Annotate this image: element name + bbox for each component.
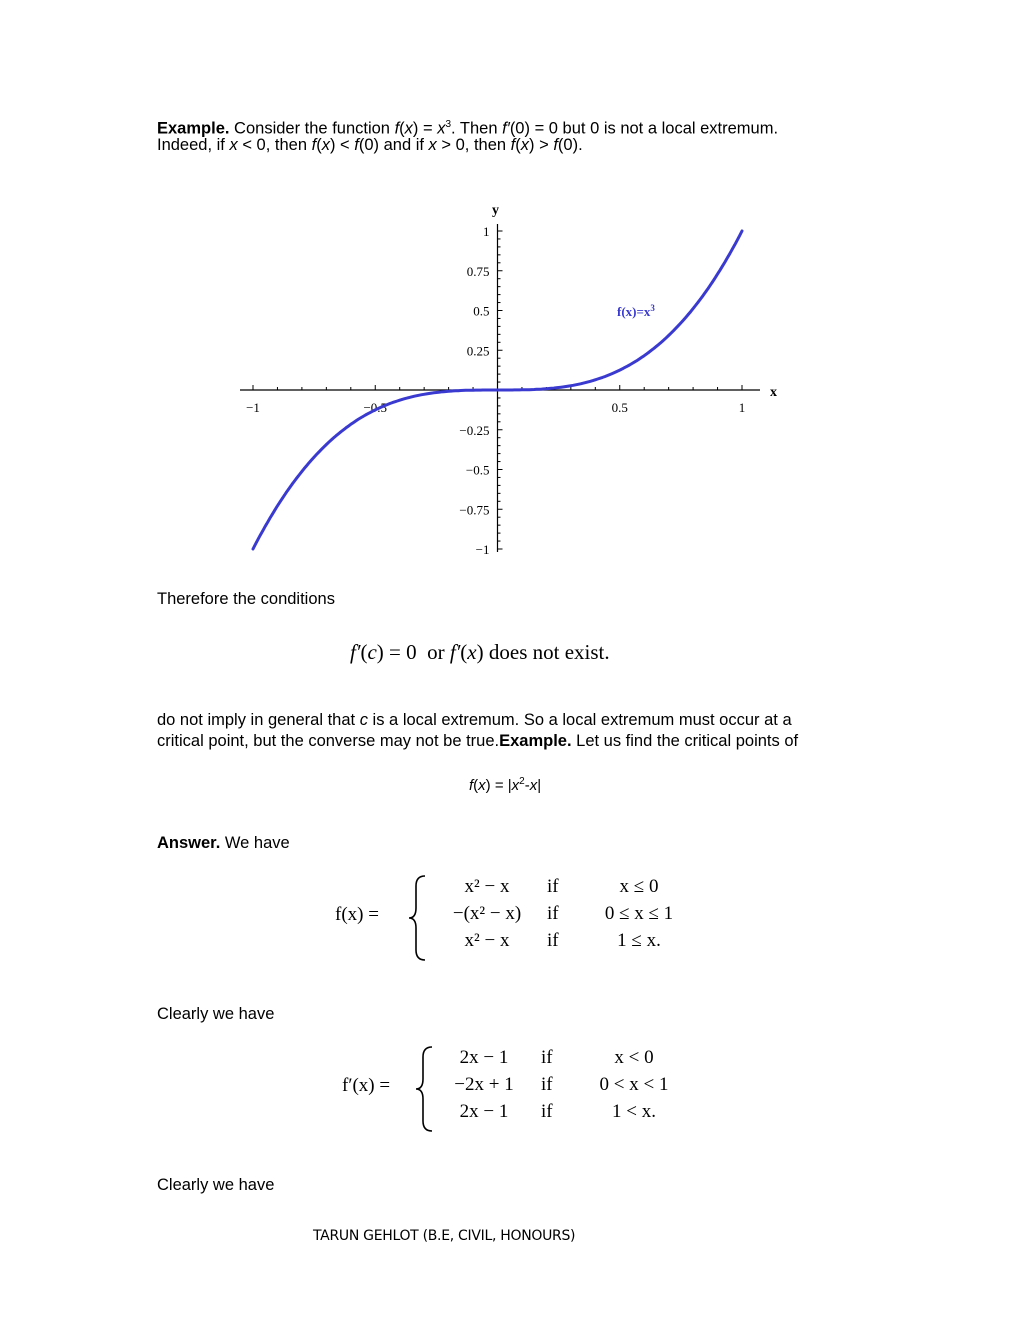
text-span: x [520,136,529,154]
exponent: 3 [445,119,452,130]
eq-x: x [467,640,477,664]
paragraph-line-1 [157,710,792,731]
text-span: Let us find the critical points of [571,732,799,750]
text-span: f [311,136,317,154]
piece1-expr-3: x² − x [464,930,510,951]
text-span: ) = [412,119,438,138]
chart-axes [240,224,760,552]
x-tick-label: 1 [738,400,746,415]
text-span: is a local extremum. So a local extremum must occur at a [367,711,792,729]
x-axis-label: x [770,385,777,400]
text-span: > 0, then [436,136,511,154]
text-span: < 0, then [237,136,312,154]
text-span: f [510,136,516,154]
text-span: f [394,119,400,138]
piecewise-fprime [340,1043,690,1133]
text-span: (0) = 0 but 0 is not a local extremum. [509,119,779,138]
text-span: Indeed, if [157,136,230,154]
cubic-function-chart [0,0,1024,600]
text-span: x [404,119,413,138]
y-tick-label: 0.25 [466,343,490,359]
text-span: ) < [329,136,355,154]
eq-part: - [524,777,530,794]
x-tick-label: −0.5 [363,400,388,415]
text-span: f [354,136,359,154]
y-tick-label: 0.75 [466,263,490,279]
piecewise-f [333,872,693,962]
text-span: f′ [502,119,510,138]
eq-or: or [427,640,445,664]
text-span: (0) and if [358,136,429,154]
paragraph-conditions: Therefore the conditions [157,590,335,608]
y-tick-label: 1 [483,224,490,239]
paragraph-clearly-2: Clearly we have [157,1176,275,1194]
paragraph-clearly-1: Clearly we have [157,1005,275,1023]
x-tick-label: −1 [246,400,260,415]
text-span: ) > [529,136,554,154]
y-tick-label: −0.75 [459,502,490,518]
annotation-text: f(x)=x [617,304,651,319]
text-span: ( [316,136,322,154]
eq-part: x [529,777,538,794]
piece2-cond-2: 0 < x < 1 [599,1074,669,1095]
piece2-cond-1: x < 0 [614,1047,654,1068]
eq-part: | [537,777,542,794]
piece2-if-3: if [541,1101,553,1122]
annotation-exponent: 3 [650,303,655,313]
text-span: ( [515,136,521,154]
y-tick-label: −0.5 [465,462,490,478]
y-axis-label: y [492,203,499,218]
text-span: Consider the function [229,119,395,138]
text-span: c [359,711,368,729]
eq-part: f [469,777,474,794]
text-span: do not imply in general that [157,711,360,729]
footer-author: TARUN GEHLOT (B.E, CIVIL, HONOURS) [313,1228,576,1244]
text-span: ( [399,119,405,138]
eq-part: ( [460,640,468,664]
piece1-cond-3: 1 ≤ x. [617,930,661,951]
eq-part: ) = | [485,777,512,794]
eq-part: ) = 0 [376,640,417,664]
eq-f: f′ [350,640,361,664]
equation-conditions [350,639,610,665]
answer-line [157,833,290,854]
piece1-if-2: if [547,903,559,924]
answer-label: Answer. [157,834,221,852]
text-span: critical point, but the converse may not be true. [157,732,500,750]
text-span: (0). [557,136,583,154]
piece2-cond-3: 1 < x. [612,1101,656,1122]
piece1-if-3: if [547,930,559,951]
eq-part: x [478,777,486,794]
y-tick-label: 0.5 [473,303,490,319]
text-span: x [428,136,437,154]
left-brace-icon [414,1045,436,1133]
x-tick-label: 0.5 [611,400,628,415]
piece1-expr-1: x² − x [464,876,510,897]
piecewise-lhs: f′(x) = [342,1075,391,1096]
eq-part: does not exist. [488,640,610,664]
paragraph-line-2 [157,731,798,752]
equation-abs [469,771,541,796]
eq-part: ( [360,640,368,664]
piece1-expr-2: −(x² − x) [452,903,522,924]
y-tick-label: −1 [475,542,490,557]
series-annotation [617,303,655,319]
text-span: x [437,119,446,138]
piece2-expr-2: −2x + 1 [454,1074,514,1095]
text-span: We have [220,834,290,852]
piece2-expr-1: 2x − 1 [459,1047,509,1068]
piece2-expr-3: 2x − 1 [459,1101,509,1122]
example-label: Example. [499,732,572,750]
eq-part: ) [476,640,484,664]
y-tick-label: −0.25 [459,422,490,438]
text-span: . Then [451,119,503,138]
text-span: x [321,136,330,154]
piecewise-lhs: f(x) = [335,904,379,925]
eq-exponent: 2 [519,776,525,787]
eq-f: f′ [449,640,461,664]
text-span: f [553,136,558,154]
piece2-if-2: if [541,1074,553,1095]
eq-part: ( [473,777,479,794]
eq-part: x [511,777,520,794]
eq-c: c [367,640,377,664]
piece2-if-1: if [541,1047,553,1068]
piece1-cond-2: 0 ≤ x ≤ 1 [604,903,674,924]
piece1-cond-1: x ≤ 0 [619,876,659,897]
example-label: Example. [157,119,230,138]
text-span: x [229,136,238,154]
piece1-if-1: if [547,876,559,897]
left-brace-icon [407,874,429,962]
